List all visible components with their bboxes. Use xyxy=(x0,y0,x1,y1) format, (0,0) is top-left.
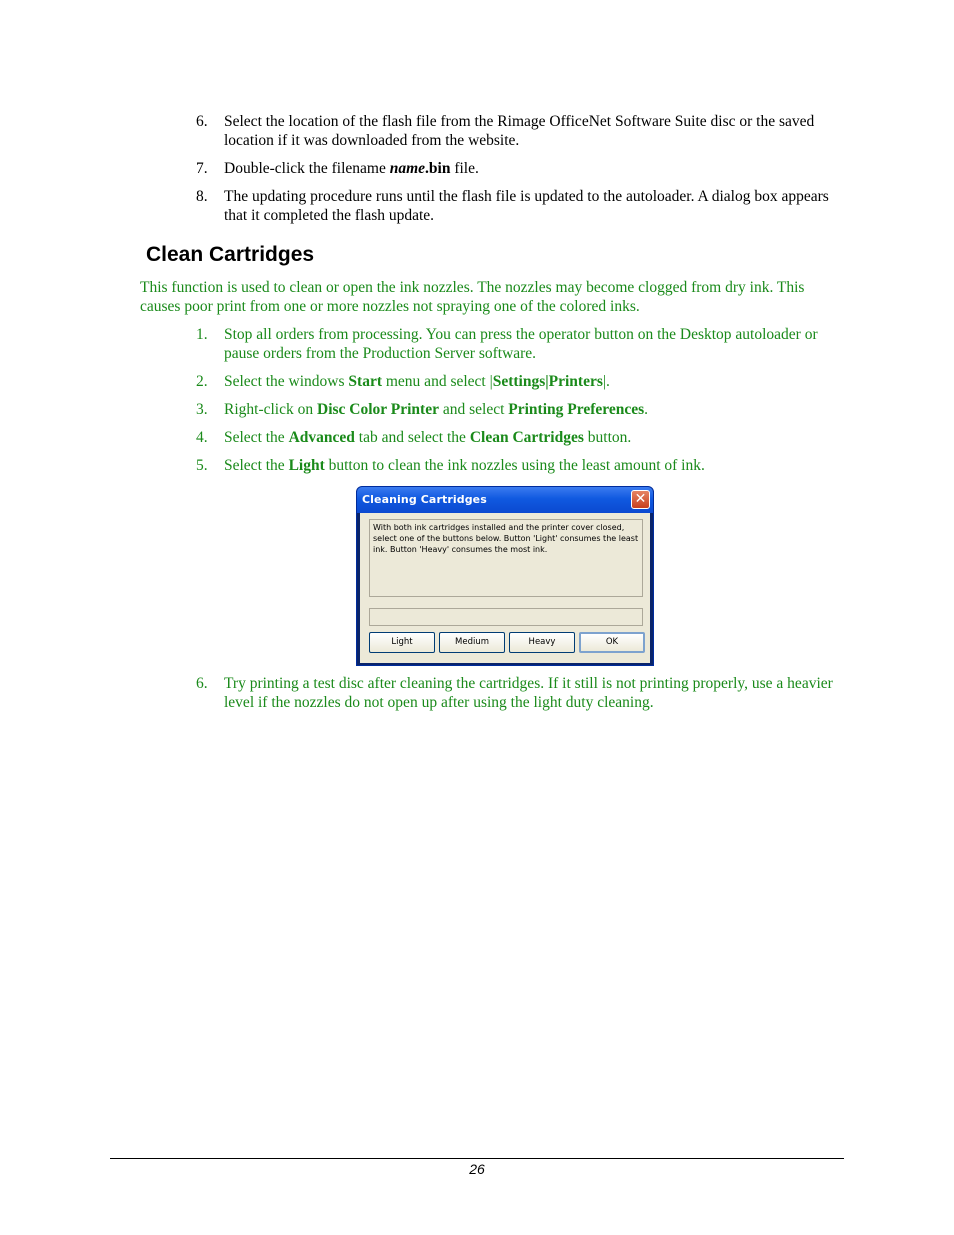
text-run: menu and select | xyxy=(382,373,493,390)
text-run: The updating procedure runs until the flash file is updated to the autoloader. A dialog box appears that it completed the flash update. xyxy=(224,188,829,224)
ok-button[interactable]: OK xyxy=(579,632,645,653)
list-item xyxy=(196,325,846,363)
list-item-text xyxy=(224,429,631,446)
list-item xyxy=(196,400,846,419)
list-item xyxy=(196,428,846,447)
list-item-number: 3. xyxy=(196,401,208,418)
section-heading: Clean Cartridges xyxy=(146,243,315,266)
list-item-number: 6. xyxy=(196,675,208,692)
list-item xyxy=(196,674,846,712)
text-run: |. xyxy=(602,373,610,390)
section-intro: This function is used to clean or open the ink nozzles. The nozzles may become clogged from dry ink. This causes poor print from one or more nozzles not spraying one of the colored inks. xyxy=(140,279,805,315)
list-item xyxy=(196,159,846,178)
emphasis-text: Light xyxy=(288,457,325,474)
text-run: file. xyxy=(450,160,479,177)
list-item-text xyxy=(224,188,829,224)
dialog-message-line: select one of the buttons below. Button 'Light' consumes the least xyxy=(373,534,639,543)
emphasis-text: Start xyxy=(348,373,382,390)
emphasis-text: Settings|Printers xyxy=(492,373,603,390)
list-item-number: 2. xyxy=(196,373,208,390)
text-run: and select xyxy=(438,401,509,418)
list-item-text xyxy=(224,373,610,390)
list-item-text xyxy=(224,160,479,177)
list-item-number: 8. xyxy=(196,188,208,205)
dialog-message-line: ink. Button 'Heavy' consumes the most ink. xyxy=(373,545,548,554)
emphasis-text: Advanced xyxy=(288,429,355,446)
text-run: button. xyxy=(583,429,632,446)
emphasis-text: Printing Preferences xyxy=(508,401,645,418)
clean-cartridges-steps xyxy=(196,325,846,475)
list-item xyxy=(196,456,846,475)
dialog-body xyxy=(360,513,650,663)
text-run: Stop all orders from processing. You can press the operator button on the Desktop autoloader or pause orders from the Production Server software. xyxy=(224,326,818,362)
page-number: 26 xyxy=(469,1161,485,1177)
list-item xyxy=(196,372,846,391)
dialog-message-line: With both ink cartridges installed and the printer cover closed, xyxy=(373,523,625,532)
status-field xyxy=(369,608,643,626)
text-run: Select the windows xyxy=(224,373,349,390)
emphasis-text: Disc Color Printer xyxy=(317,401,439,418)
close-icon[interactable]: ✕ xyxy=(631,490,650,509)
list-item-text xyxy=(224,675,833,711)
list-item xyxy=(196,187,846,225)
list-item xyxy=(196,112,846,150)
text-run: Double-click the filename xyxy=(224,160,390,177)
list-item-number: 5. xyxy=(196,457,208,474)
list-item-text xyxy=(224,401,648,418)
text-run: . xyxy=(644,401,649,418)
light-button[interactable]: Light xyxy=(369,632,435,653)
dialog-title: Cleaning Cartridges xyxy=(362,493,487,506)
emphasis-text: .bin xyxy=(425,160,451,177)
text-run: tab and select the xyxy=(354,429,470,446)
dialog-message xyxy=(369,519,643,597)
text-run: Right-click on xyxy=(224,401,317,418)
heavy-button[interactable]: Heavy xyxy=(509,632,575,653)
text-run: Select the location of the flash file from the Rimage OfficeNet Software Suite disc or the saved location if it was downloaded from the website. xyxy=(224,113,815,149)
list-item-number: 7. xyxy=(196,160,208,177)
list-item-number: 6. xyxy=(196,113,208,130)
flash-update-steps xyxy=(196,112,846,225)
text-run: button to clean the ink nozzles using the least amount of ink. xyxy=(324,457,705,474)
text-run: Select the xyxy=(224,457,289,474)
emphasis-text: Clean Cartridges xyxy=(469,429,584,446)
post-cleaning-steps xyxy=(196,674,846,712)
list-item-text xyxy=(224,326,818,362)
list-item-number: 4. xyxy=(196,429,208,446)
list-item-number: 1. xyxy=(196,326,208,343)
cleaning-cartridges-dialog xyxy=(356,486,654,666)
footer-rule xyxy=(110,1158,844,1159)
dialog-titlebar[interactable] xyxy=(357,487,653,513)
text-run: Select the xyxy=(224,429,289,446)
text-run: Try printing a test disc after cleaning the cartridges. If it still is not printing properly, use a heavier level if the nozzles do not open up after using the light duty cleaning. xyxy=(224,675,833,711)
emphasis-text: name xyxy=(389,160,426,177)
list-item-text xyxy=(224,113,814,149)
list-item-text xyxy=(224,457,705,474)
medium-button[interactable]: Medium xyxy=(439,632,505,653)
